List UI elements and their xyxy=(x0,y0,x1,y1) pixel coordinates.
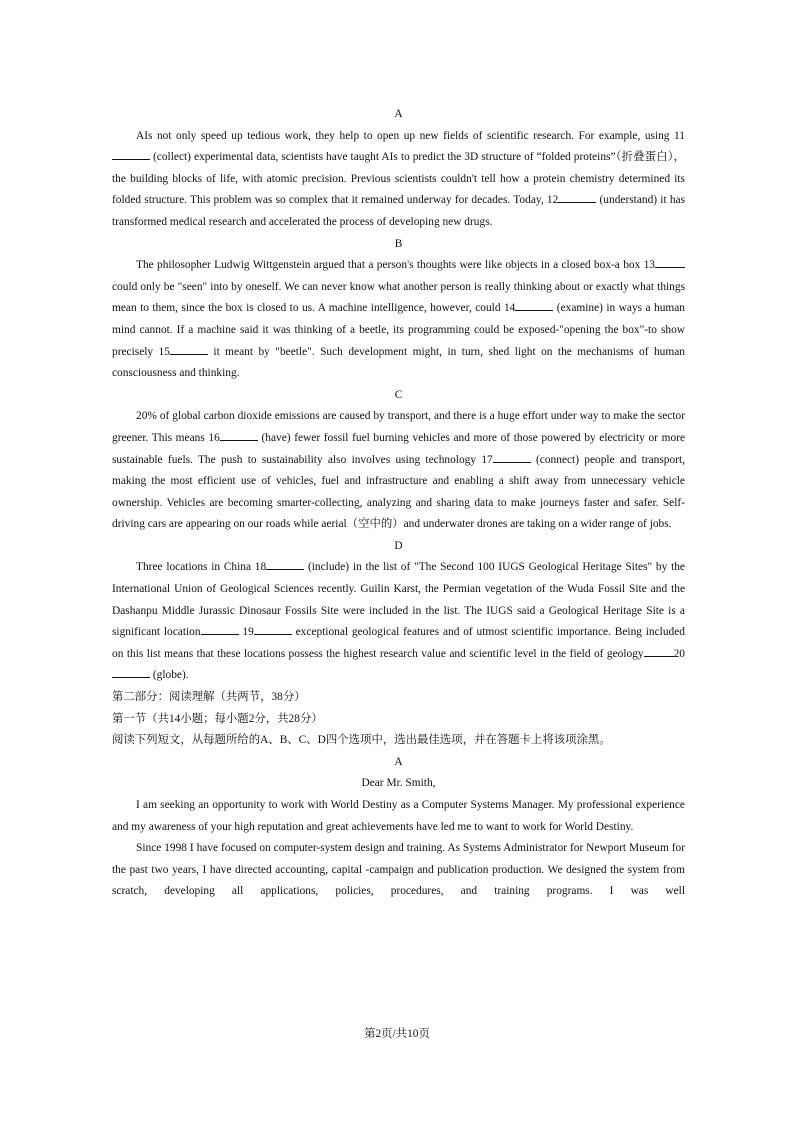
blank-19[interactable] xyxy=(254,623,292,635)
passage-c-heading: C xyxy=(394,388,403,401)
reading-passage-a-heading: A xyxy=(394,755,403,768)
part2-heading: 第二部分：阅读理解（共两节，38分） xyxy=(112,691,306,704)
blank-15[interactable] xyxy=(170,343,208,355)
letter-salutation: Dear Mr. Smith, xyxy=(361,777,436,790)
page-footer: 第2页/共10页 xyxy=(364,1028,430,1040)
passage-c-text: 20% of global carbon dioxide emissions are caused by transport, and there is a huge effort under way to make the sector greener. This means 16 (have) fewer fossil fuel burning vehicles and more of those powered by electricity or more sustainable fuels. The push to sustainability also involves using technology 17 (connect) people and transport, making the most efficient use of vehicles, fuel and infrastructure and enabling a shift away from unnecessary vehicle ownership. Vehicles are becoming smarter-collecting, analyzing and sharing data to make journeys faster and safer. Self-driving cars are appearing on our roads while aerial（空中的）and underwater drones are taking on a wider range of jobs. xyxy=(112,410,686,531)
section1-heading: 第一节（共14小题；每小题2分，共28分） xyxy=(112,712,323,725)
blank-14[interactable] xyxy=(515,299,553,311)
blank-11[interactable] xyxy=(112,148,150,160)
blank-13[interactable] xyxy=(655,256,685,268)
blank-relative-pronoun[interactable] xyxy=(201,623,239,635)
blank-20[interactable] xyxy=(112,666,150,678)
blank-before-20[interactable] xyxy=(644,645,674,657)
passage-b-heading: B xyxy=(394,237,403,250)
blank-16[interactable] xyxy=(220,429,258,441)
letter-paragraph-1: I am seeking an opportunity to work with World Destiny as a Computer Systems Manager. My professional experience and my awareness of your high reputation and great achievements have led me to want to work for World Destiny. xyxy=(112,799,685,833)
passage-d-text: Three locations in China 18 (include) in the list of "The Second 100 IUGS Geological Heritage Sites" by the International Union of Geological Sciences recently. Guilin Karst, the Permian vegetation of the Wuda Fossil Site and the Dashanpu Middle Jurassic Dinosaur Fossils Site were included in the list. The IUGS said a Geological Heritage Site is a significant location 19 exceptional geological features and of utmost scientific importance. Being included on this list means that these locations possess the highest research value and scientific level in the field of geology 20 (globe). xyxy=(112,557,685,687)
passage-a-heading: A xyxy=(394,108,403,120)
passage-a-text: AIs not only speed up tedious work, they help to open up new fields of scientific research. For example, using 11 (collect) experimental data, scientists have taught AIs to predict the 3D structure of “folded proteins”（折叠蛋白），the building blocks of life, with atomic precision. Previous scientists couldn't tell how a protein chemistry determined its folded structure. This problem was so complex that it remained underway for decades. Today, 12 (understand) it has transformed medical research and accelerated the process of developing new drugs. xyxy=(112,129,686,228)
blank-12[interactable] xyxy=(558,191,596,203)
document-page xyxy=(112,104,685,903)
blank-17[interactable] xyxy=(493,451,531,463)
passage-d-heading: D xyxy=(394,539,403,552)
reading-instruction: 阅读下列短文，从每题所给的A、B、C、D四个选项中，选出最佳选项，并在答题卡上将该项涂黑。 xyxy=(112,734,611,747)
letter-paragraph-2: Since 1998 I have focused on computer-system design and training. As Systems Administrator for Newport Museum for the past two years, I have directed accounting, capital -campaign and publication production. We designed the system from scratch, developing all applications, policies, procedures, and training programs. I was well xyxy=(112,842,685,898)
blank-18[interactable] xyxy=(266,558,304,570)
passage-b-text: The philosopher Ludwig Wittgenstein argued that a person's thoughts were like objects in a closed box-a box 13 could only be "seen" into by oneself. We can never know what another person is really thinking about or exactly what things mean to them, since the box is closed to us. A machine intelligence, however, could 14 (examine) in ways a human mind cannot. If a machine said it was thinking of a beetle, its programming could be exposed-"opening the box"-to show precisely 15 it meant by "beetle". Such development might, in turn, shed light on the mechanisms of human consciousness and thinking. xyxy=(112,255,685,385)
